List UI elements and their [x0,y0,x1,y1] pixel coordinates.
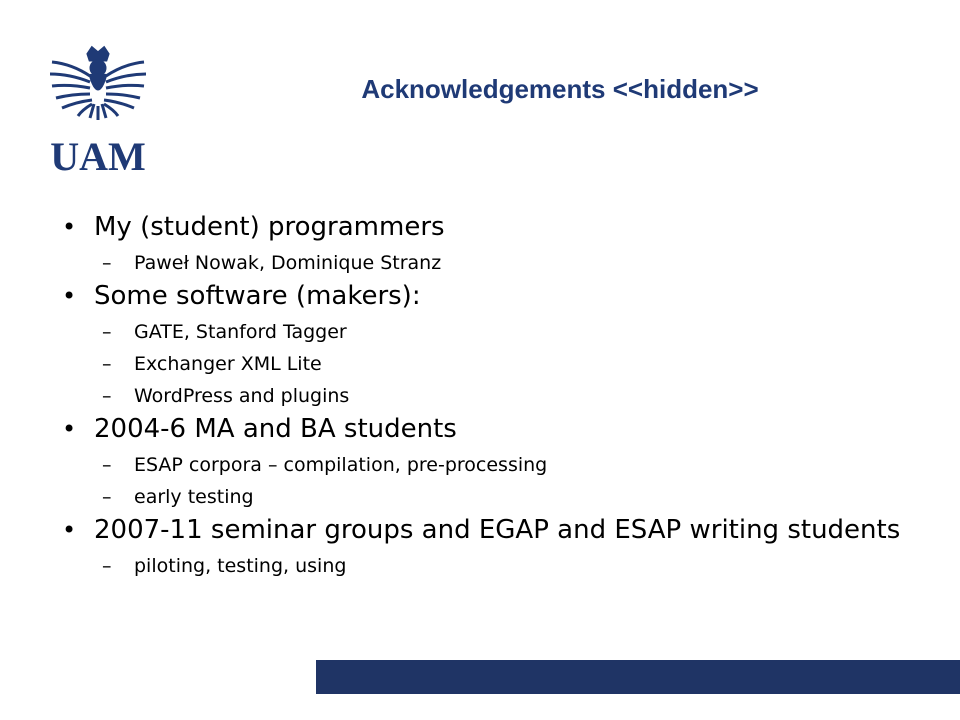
logo-text: UAM [50,134,146,178]
dash-icon: – [102,252,112,274]
bullet-text: 2007-11 seminar groups and EGAP and ESAP writing students [94,515,901,545]
bullet-item [62,281,922,312]
sub-bullet-item [62,485,922,509]
bullet-dot-icon: • [62,516,77,544]
sub-bullet-text: Paweł Nowak, Dominique Stranz [134,252,442,274]
sub-bullet-text: ESAP corpora – compilation, pre-processing [134,454,548,476]
bullet-text: 2004-6 MA and BA students [94,414,457,444]
slide-title: Acknowledgements <<hidden>> [361,74,759,104]
bullet-list [62,206,922,578]
sub-bullet-text: early testing [134,486,254,508]
dash-icon: – [102,353,112,375]
sub-bullet-item [62,251,922,275]
sub-bullet-text: WordPress and plugins [134,385,350,407]
bullet-text: Some software (makers): [94,281,421,311]
dash-icon: – [102,486,112,508]
bullet-dot-icon: • [62,415,77,443]
sub-bullet-text: GATE, Stanford Tagger [134,321,347,343]
sub-bullet-item [62,352,922,376]
dash-icon: – [102,454,112,476]
bullet-item [62,212,922,243]
bullet-text: My (student) programmers [94,212,445,242]
sub-bullet-item [62,554,922,578]
dash-icon: – [102,385,112,407]
bullet-item [62,414,922,445]
dash-icon: – [102,555,112,577]
sub-bullet-text: Exchanger XML Lite [134,353,322,375]
uam-eagle-logo-icon [44,44,152,178]
bullet-item [62,515,922,546]
sub-bullet-item [62,320,922,344]
sub-bullet-text: piloting, testing, using [134,555,347,577]
sub-bullet-item [62,384,922,408]
footer-accent-bar [316,660,960,694]
sub-bullet-item [62,453,922,477]
bullet-dot-icon: • [62,282,77,310]
bullet-dot-icon: • [62,213,77,241]
dash-icon: – [102,321,112,343]
